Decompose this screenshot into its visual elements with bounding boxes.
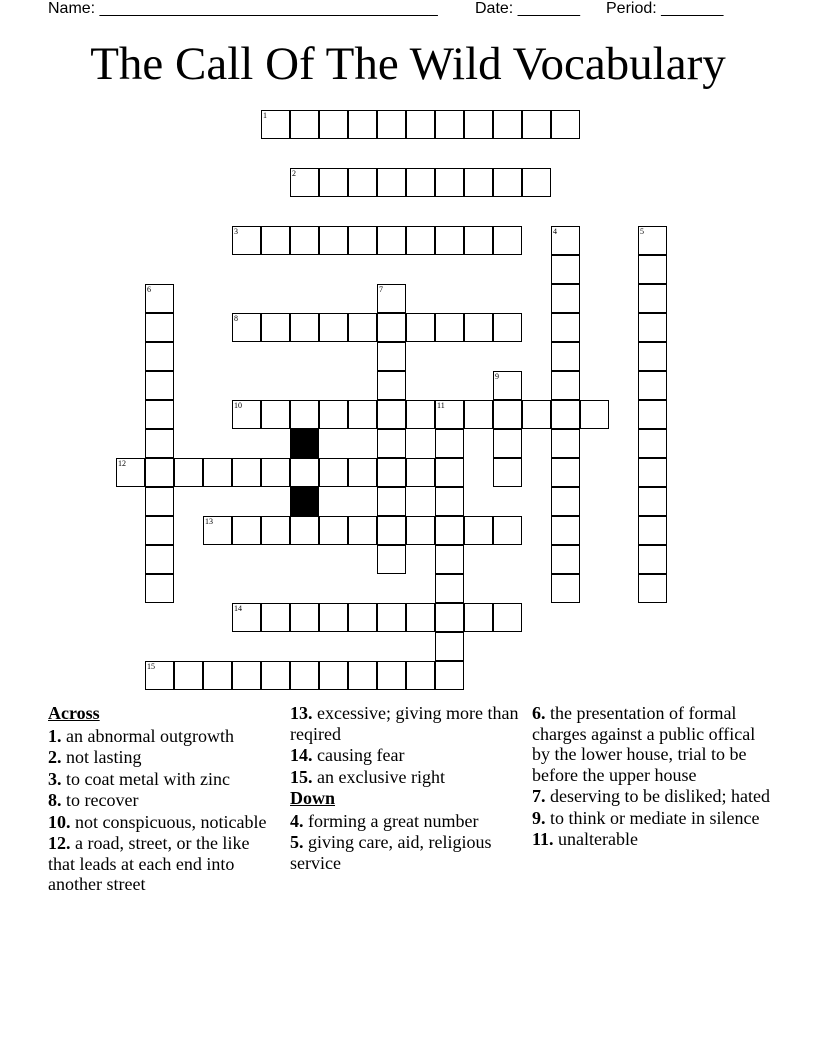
period-field-label: Period: _______: [606, 0, 724, 17]
crossword-cell[interactable]: [319, 458, 348, 487]
crossword-cell[interactable]: [493, 400, 522, 429]
crossword-cell[interactable]: [232, 458, 261, 487]
crossword-cell[interactable]: [377, 342, 406, 371]
down-heading: Down: [290, 788, 336, 808]
crossword-cell[interactable]: [435, 661, 464, 690]
crossword-cell[interactable]: [638, 545, 667, 574]
crossword-cell[interactable]: [232, 603, 261, 632]
crossword-cell[interactable]: [319, 400, 348, 429]
clue-text: an abnormal outgrowth: [61, 725, 234, 746]
crossword-cell[interactable]: [377, 400, 406, 429]
crossword-cell[interactable]: [174, 458, 203, 487]
crossword-cell[interactable]: [406, 110, 435, 139]
clue-text: to think or mediate in silence: [545, 807, 760, 828]
crossword-cell[interactable]: [377, 603, 406, 632]
crossword-cell[interactable]: [377, 516, 406, 545]
crossword-cell[interactable]: [464, 313, 493, 342]
clue-text: forming a great number: [303, 810, 479, 831]
crossword-cell[interactable]: [377, 371, 406, 400]
crossword-cell[interactable]: [116, 458, 145, 487]
clue-across-12: [48, 833, 278, 895]
crossword-cell[interactable]: [145, 284, 174, 313]
clue-number: 14.: [290, 745, 313, 765]
clue-down-7: [532, 786, 772, 807]
crossword-cell[interactable]: [638, 574, 667, 603]
crossword-cell[interactable]: [145, 429, 174, 458]
clue-across-3: [48, 769, 278, 790]
crossword-cell[interactable]: [493, 226, 522, 255]
clue-across-8: [48, 790, 278, 811]
crossword-cell[interactable]: [638, 342, 667, 371]
crossword-cell[interactable]: [145, 371, 174, 400]
crossword-cell[interactable]: [435, 487, 464, 516]
crossword-cell[interactable]: [145, 516, 174, 545]
crossword-cell[interactable]: [377, 168, 406, 197]
crossword-cell[interactable]: [377, 661, 406, 690]
crossword-cell[interactable]: [232, 226, 261, 255]
crossword-cell[interactable]: [261, 313, 290, 342]
crossword-cell[interactable]: [203, 458, 232, 487]
clue-number: 3.: [48, 768, 62, 789]
clue-down-6: [532, 703, 772, 785]
cell-number: 14: [234, 604, 242, 613]
crossword-cell[interactable]: [348, 400, 377, 429]
clue-across-2: [48, 747, 278, 768]
crossword-cell[interactable]: [522, 400, 551, 429]
crossword-cell[interactable]: [435, 313, 464, 342]
crossword-cell[interactable]: [406, 168, 435, 197]
cell-number: 3: [234, 227, 238, 236]
crossword-cell[interactable]: [551, 400, 580, 429]
crossword-cell[interactable]: [290, 458, 319, 487]
clue-text: an exclusive right: [312, 766, 445, 787]
clue-number: 4.: [290, 810, 304, 831]
clue-down-5: [290, 832, 520, 873]
crossword-cell[interactable]: [638, 400, 667, 429]
crossword-cell[interactable]: [348, 313, 377, 342]
crossword-cell[interactable]: [551, 458, 580, 487]
crossword-cell[interactable]: [290, 168, 319, 197]
crossword-cell[interactable]: [435, 516, 464, 545]
clue-text: not lasting: [61, 747, 142, 767]
clue-number: 1.: [48, 725, 62, 746]
crossword-cell[interactable]: [232, 516, 261, 545]
cell-number: 15: [147, 662, 155, 671]
crossword-cell[interactable]: [638, 516, 667, 545]
crossword-cell[interactable]: [406, 603, 435, 632]
crossword-cell[interactable]: [145, 487, 174, 516]
crossword-cell[interactable]: [551, 545, 580, 574]
cell-number: 2: [292, 169, 296, 178]
crossword-cell[interactable]: [377, 429, 406, 458]
crossword-cell[interactable]: [319, 516, 348, 545]
crossword-cell[interactable]: [493, 429, 522, 458]
clue-number: 13.: [290, 703, 313, 723]
crossword-cell[interactable]: [580, 400, 609, 429]
clue-text: the presentation of formal charges against a public offical by the lower house, trial to be before the upper house: [532, 703, 756, 785]
clues-column-2: [290, 703, 520, 874]
crossword-cell[interactable]: [493, 458, 522, 487]
clue-text: giving care, aid, religious service: [290, 832, 492, 873]
crossword-cell[interactable]: [290, 661, 319, 690]
crossword-cell[interactable]: [493, 371, 522, 400]
crossword-cell[interactable]: [406, 226, 435, 255]
crossword-cell[interactable]: [348, 458, 377, 487]
crossword-cell[interactable]: [551, 284, 580, 313]
clues-column-3: [532, 703, 772, 851]
clue-number: 10.: [48, 811, 71, 832]
clue-number: 8.: [48, 790, 62, 810]
crossword-cell[interactable]: [145, 400, 174, 429]
clue-number: 15.: [290, 766, 313, 787]
clue-text: to recover: [61, 790, 139, 810]
clue-number: 2.: [48, 747, 62, 767]
crossword-cell[interactable]: [435, 400, 464, 429]
crossword-cell[interactable]: [203, 661, 232, 690]
cell-number: 9: [495, 372, 499, 381]
crossword-cell[interactable]: [464, 168, 493, 197]
crossword-cell[interactable]: [551, 255, 580, 284]
crossword-cell[interactable]: [319, 226, 348, 255]
clue-number: 7.: [532, 786, 546, 806]
crossword-cell[interactable]: [261, 110, 290, 139]
crossword-cell[interactable]: [290, 313, 319, 342]
clue-number: 9.: [532, 807, 546, 828]
crossword-cell[interactable]: [493, 168, 522, 197]
crossword-block: [290, 487, 319, 516]
crossword-cell[interactable]: [261, 458, 290, 487]
crossword-cell[interactable]: [551, 342, 580, 371]
clue-number: 11.: [532, 829, 554, 849]
cell-number: 10: [234, 401, 242, 410]
cell-number: 11: [437, 401, 445, 410]
clue-text: deserving to be disliked; hated: [545, 786, 770, 806]
crossword-cell[interactable]: [551, 516, 580, 545]
page-title: The Call Of The Wild Vocabulary: [90, 38, 726, 90]
date-field-label: Date: _______: [475, 0, 580, 17]
clue-number: 12.: [48, 833, 71, 853]
crossword-cell[interactable]: [638, 487, 667, 516]
crossword-cell[interactable]: [551, 371, 580, 400]
crossword-cell[interactable]: [290, 400, 319, 429]
cell-number: 13: [205, 517, 213, 526]
cell-number: 12: [118, 459, 126, 468]
name-field-label: Name: ______________________________________: [48, 0, 438, 17]
clues-column-1: [48, 703, 278, 896]
crossword-cell[interactable]: [435, 168, 464, 197]
cell-number: 8: [234, 314, 238, 323]
crossword-block: [290, 429, 319, 458]
clue-number: 6.: [532, 703, 546, 723]
crossword-cell[interactable]: [464, 226, 493, 255]
clue-across-13: [290, 703, 520, 744]
clue-text: excessive; giving more than reqired: [290, 703, 519, 744]
crossword-cell[interactable]: [290, 516, 319, 545]
across-heading: Across: [48, 703, 100, 723]
crossword-cell[interactable]: [638, 313, 667, 342]
crossword-cell[interactable]: [145, 342, 174, 371]
crossword-cell[interactable]: [145, 545, 174, 574]
crossword-cell[interactable]: [406, 458, 435, 487]
crossword-cell[interactable]: [464, 110, 493, 139]
clue-text: not conspicuous, noticable: [70, 811, 267, 832]
crossword-cell[interactable]: [377, 545, 406, 574]
clue-text: to coat metal with zinc: [61, 768, 230, 789]
cell-number: 7: [379, 285, 383, 294]
crossword-cell[interactable]: [551, 313, 580, 342]
clue-text: unalterable: [553, 829, 638, 849]
crossword-cell[interactable]: [377, 110, 406, 139]
crossword-cell[interactable]: [435, 110, 464, 139]
crossword-cell[interactable]: [319, 313, 348, 342]
crossword-cell[interactable]: [435, 226, 464, 255]
crossword-cell[interactable]: [435, 574, 464, 603]
crossword-cell[interactable]: [261, 661, 290, 690]
clue-across-15: [290, 767, 520, 788]
crossword-cell[interactable]: [203, 516, 232, 545]
crossword-cell[interactable]: [377, 226, 406, 255]
crossword-cell[interactable]: [406, 516, 435, 545]
cell-number: 6: [147, 285, 151, 294]
clue-down-9: [532, 808, 772, 829]
crossword-cell[interactable]: [232, 400, 261, 429]
clue-across-1: [48, 726, 278, 747]
crossword-cell[interactable]: [319, 603, 348, 632]
crossword-cell[interactable]: [435, 545, 464, 574]
clue-down-4: [290, 811, 520, 832]
crossword-cell[interactable]: [290, 603, 319, 632]
crossword-cell[interactable]: [261, 516, 290, 545]
crossword-cell[interactable]: [377, 313, 406, 342]
crossword-cell[interactable]: [145, 458, 174, 487]
clue-down-11: [532, 829, 772, 850]
crossword-cell[interactable]: [261, 400, 290, 429]
clue-across-14: [290, 745, 520, 766]
crossword-cell[interactable]: [522, 110, 551, 139]
crossword-cell[interactable]: [464, 603, 493, 632]
crossword-cell[interactable]: [406, 661, 435, 690]
crossword-cell[interactable]: [464, 516, 493, 545]
cell-number: 5: [640, 227, 644, 236]
crossword-cell[interactable]: [638, 255, 667, 284]
crossword-cell[interactable]: [638, 458, 667, 487]
crossword-cell[interactable]: [377, 284, 406, 313]
crossword-cell[interactable]: [406, 313, 435, 342]
clue-number: 5.: [290, 832, 304, 852]
crossword-cell[interactable]: [493, 110, 522, 139]
crossword-cell[interactable]: [551, 487, 580, 516]
crossword-cell[interactable]: [638, 226, 667, 255]
crossword-cell[interactable]: [261, 603, 290, 632]
crossword-cell[interactable]: [145, 661, 174, 690]
clue-text: causing fear: [312, 745, 405, 765]
crossword-cell[interactable]: [232, 661, 261, 690]
crossword-cell[interactable]: [261, 226, 290, 255]
crossword-cell[interactable]: [348, 516, 377, 545]
cell-number: 1: [263, 111, 267, 120]
crossword-cell[interactable]: [290, 110, 319, 139]
crossword-cell[interactable]: [348, 226, 377, 255]
crossword-cell[interactable]: [551, 574, 580, 603]
crossword-cell[interactable]: [435, 429, 464, 458]
crossword-cell[interactable]: [638, 429, 667, 458]
crossword-cell[interactable]: [232, 313, 261, 342]
crossword-cell[interactable]: [348, 661, 377, 690]
crossword-cell[interactable]: [493, 313, 522, 342]
crossword-cell[interactable]: [551, 429, 580, 458]
crossword-cell[interactable]: [406, 400, 435, 429]
crossword-cell[interactable]: [638, 284, 667, 313]
crossword-cell[interactable]: [435, 632, 464, 661]
crossword-cell[interactable]: [348, 603, 377, 632]
crossword-cell[interactable]: [145, 574, 174, 603]
crossword-cell[interactable]: [319, 110, 348, 139]
crossword-cell[interactable]: [551, 226, 580, 255]
crossword-cell[interactable]: [493, 516, 522, 545]
crossword-cell[interactable]: [319, 168, 348, 197]
cell-number: 4: [553, 227, 557, 236]
crossword-cell[interactable]: [435, 458, 464, 487]
crossword-cell[interactable]: [493, 603, 522, 632]
crossword-cell[interactable]: [348, 168, 377, 197]
clue-text: a road, street, or the like that leads at each end into another street: [48, 833, 250, 894]
clue-across-10: [48, 812, 278, 833]
crossword-cell[interactable]: [319, 661, 348, 690]
crossword-cell[interactable]: [464, 400, 493, 429]
crossword-cell[interactable]: [290, 226, 319, 255]
crossword-cell[interactable]: [377, 487, 406, 516]
crossword-cell[interactable]: [145, 313, 174, 342]
crossword-cell[interactable]: [377, 458, 406, 487]
crossword-cell[interactable]: [551, 110, 580, 139]
crossword-cell[interactable]: [174, 661, 203, 690]
crossword-cell[interactable]: [522, 168, 551, 197]
crossword-cell[interactable]: [638, 371, 667, 400]
crossword-cell[interactable]: [348, 110, 377, 139]
crossword-cell[interactable]: [435, 603, 464, 632]
